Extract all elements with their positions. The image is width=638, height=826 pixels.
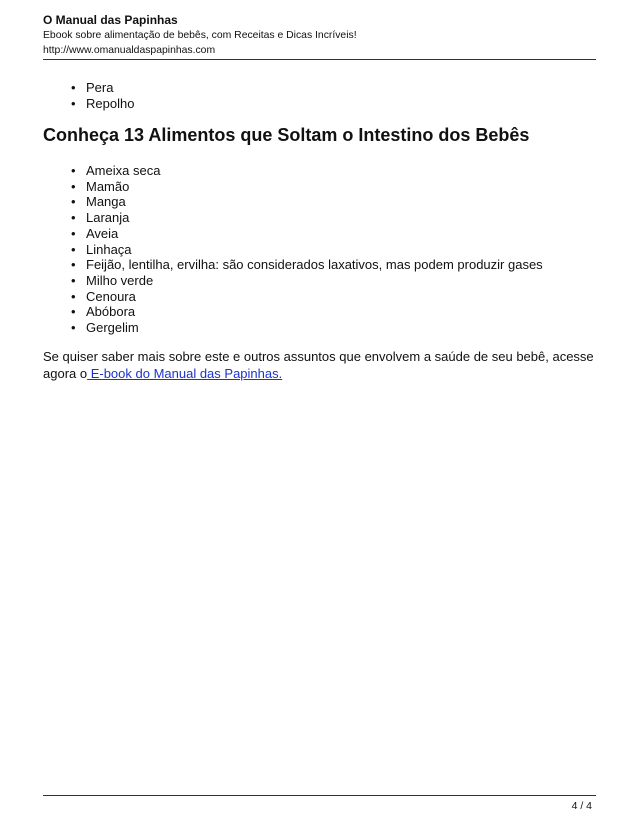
bullet-icon: • bbox=[71, 80, 76, 95]
continued-food-list bbox=[43, 80, 134, 111]
list-item-label: Mamão bbox=[86, 178, 130, 194]
list-item bbox=[43, 179, 543, 195]
list-item-label: Manga bbox=[86, 194, 126, 210]
list-item-label: Aveia bbox=[86, 225, 119, 241]
section-heading: Conheça 13 Alimentos que Soltam o Intestino dos Bebês bbox=[43, 125, 530, 145]
bullet-icon: • bbox=[71, 210, 76, 226]
list-item-label: Milho verde bbox=[86, 272, 154, 288]
list-item bbox=[43, 320, 543, 336]
bullet-icon: • bbox=[71, 163, 76, 178]
list-item-label: Feijão, lentilha, ervilha: são considerados laxativos, mas podem produzir gases bbox=[86, 257, 543, 273]
ebook-link[interactable]: E-book do Manual das Papinhas. bbox=[87, 366, 283, 381]
bullet-icon: • bbox=[71, 194, 76, 210]
bullet-icon: • bbox=[71, 95, 76, 111]
list-item bbox=[43, 194, 543, 210]
page-header bbox=[43, 12, 596, 58]
list-item bbox=[43, 257, 543, 273]
list-item bbox=[43, 210, 543, 226]
list-item bbox=[43, 273, 543, 289]
site-url: http://www.omanualdaspapinhas.com bbox=[43, 45, 216, 56]
list-item bbox=[43, 304, 543, 320]
bullet-icon: • bbox=[71, 304, 76, 320]
bullet-icon: • bbox=[71, 272, 76, 288]
page-number: 4 / 4 bbox=[571, 800, 592, 812]
laxative-food-list bbox=[43, 163, 543, 336]
bullet-icon: • bbox=[71, 288, 76, 304]
header-divider bbox=[43, 59, 596, 60]
list-item-label: Repolho bbox=[86, 95, 135, 111]
list-item bbox=[43, 80, 134, 96]
list-item-label: Ameixa seca bbox=[86, 163, 161, 178]
list-item bbox=[43, 242, 543, 258]
closing-paragraph bbox=[43, 348, 596, 382]
list-item-label: Abóbora bbox=[86, 304, 136, 320]
site-tagline: Ebook sobre alimentação de bebês, com Receitas e Dicas Incríveis! bbox=[43, 30, 357, 41]
list-item bbox=[43, 96, 134, 112]
list-item bbox=[43, 226, 543, 242]
bullet-icon: • bbox=[71, 257, 76, 273]
list-item-label: Cenoura bbox=[86, 288, 136, 304]
list-item bbox=[43, 163, 543, 179]
list-item bbox=[43, 289, 543, 305]
list-item-label: Linhaça bbox=[86, 241, 132, 257]
site-title: O Manual das Papinhas bbox=[43, 13, 178, 27]
bullet-icon: • bbox=[71, 225, 76, 241]
document-page bbox=[43, 0, 596, 826]
list-item-label: Pera bbox=[86, 80, 114, 95]
paragraph-text: Se quiser saber mais sobre este e outros assuntos que envolvem a saúde de seu bebê, acesse agora o bbox=[43, 349, 594, 381]
bullet-icon: • bbox=[71, 320, 76, 336]
bullet-icon: • bbox=[71, 178, 76, 194]
list-item-label: Laranja bbox=[86, 210, 130, 226]
bullet-icon: • bbox=[71, 241, 76, 257]
footer-divider bbox=[43, 795, 596, 796]
list-item-label: Gergelim bbox=[86, 320, 139, 336]
